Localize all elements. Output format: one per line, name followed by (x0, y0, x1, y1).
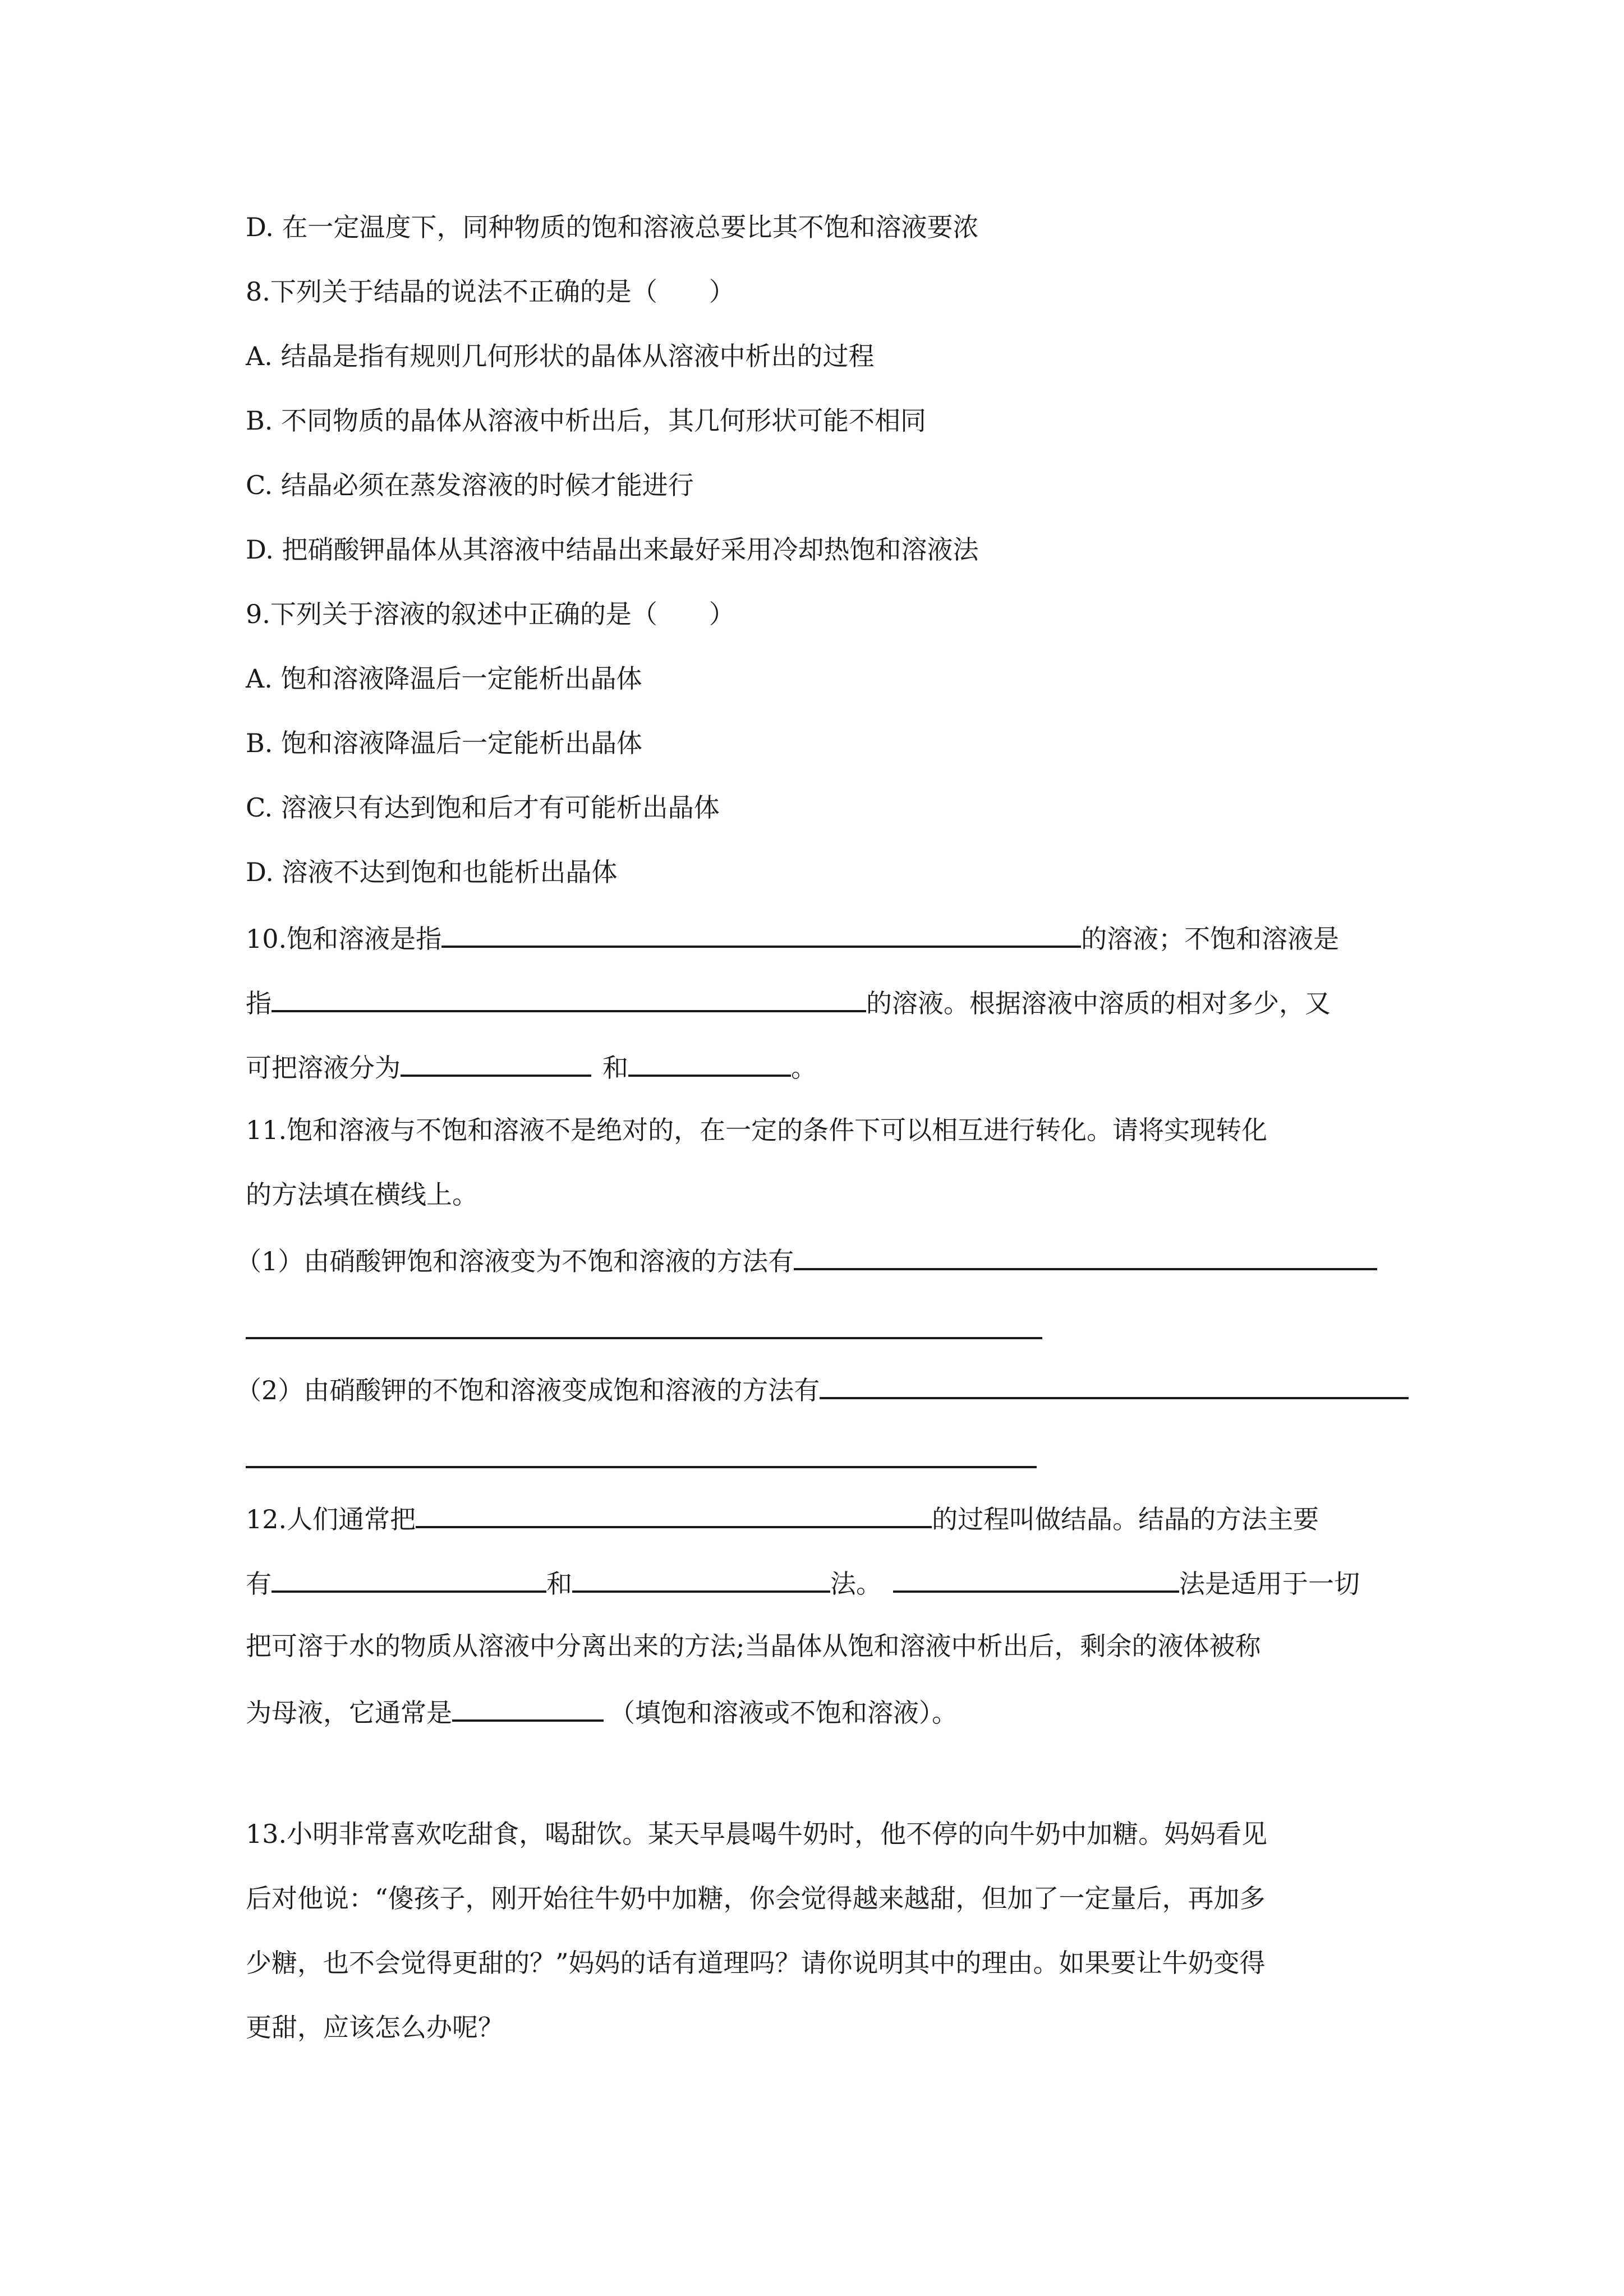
q10-line-2 (246, 984, 1331, 1020)
q10-blank-1[interactable] (441, 920, 1081, 948)
q10-line-3 (246, 1049, 817, 1085)
q11-line-2: 的方法填在横线上。 (246, 1179, 478, 1210)
q10-text: 。 (791, 1053, 817, 1083)
q11-part-1-text: （1）由硝酸钾饱和溶液变为不饱和溶液的方法有 (236, 1246, 794, 1276)
q11-part-2-text: （2）由硝酸钾的不饱和溶液变成饱和溶液的方法有 (236, 1375, 820, 1405)
q12-text: 为母液，它通常是 (246, 1698, 452, 1728)
q13-line-1: 13.小明非常喜欢吃甜食，喝甜饮。某天早晨喝牛奶时，他不停的向牛奶中加糖。妈妈看见 (246, 1819, 1268, 1849)
q10-blank-2[interactable] (272, 984, 866, 1012)
q9-option-a: A. 饱和溶液降温后一定能析出晶体 (246, 663, 642, 694)
q12-blank-2[interactable] (272, 1565, 546, 1593)
q12-line-2 (246, 1565, 1360, 1601)
q12-blank-3[interactable] (572, 1565, 830, 1593)
q12-text: 法是适用于一切 (1179, 1569, 1360, 1599)
q13-line-2: 后对他说：“傻孩子，刚开始往牛奶中加糖，你会觉得越来越甜，但加了一定量后，再加多 (246, 1883, 1266, 1914)
q11-blank-1-continued[interactable] (246, 1337, 1042, 1339)
q8-option-b: B. 不同物质的晶体从溶液中析出后，其几何形状可能不相同 (246, 405, 927, 436)
q12-text: 12.人们通常把 (246, 1504, 416, 1534)
q11-blank-2[interactable] (820, 1371, 1409, 1399)
q11-blank-2-continued[interactable] (246, 1466, 1037, 1468)
q8-option-d: D. 把硝酸钾晶体从其溶液中结晶出来最好采用冷却热饱和溶液法 (246, 534, 979, 565)
q10-blank-3[interactable] (401, 1049, 591, 1077)
q12-text: 的过程叫做结晶。结晶的方法主要 (932, 1504, 1319, 1534)
q12-blank-4[interactable] (893, 1565, 1179, 1593)
q8-option-a: A. 结晶是指有规则几何形状的晶体从溶液中析出的过程 (246, 341, 875, 371)
q9-option-d: D. 溶液不达到饱和也能析出晶体 (246, 857, 618, 887)
q12-text: 和 (546, 1569, 572, 1599)
q10-text: 的溶液；不饱和溶液是 (1081, 924, 1340, 954)
q12-blank-1[interactable] (416, 1500, 932, 1528)
q12-blank-5[interactable] (452, 1694, 604, 1722)
q9-option-c: C. 溶液只有达到饱和后才有可能析出晶体 (246, 792, 720, 823)
q7-option-d: D. 在一定温度下，同种物质的饱和溶液总要比其不饱和溶液要浓 (246, 212, 979, 242)
q11-line-1: 11.饱和溶液与不饱和溶液不是绝对的，在一定的条件下可以相互进行转化。请将实现转化 (246, 1115, 1268, 1145)
q12-line-1 (246, 1500, 1319, 1536)
q12-text: 法。 (830, 1569, 882, 1599)
q13-line-3: 少糖，也不会觉得更甜的？”妈妈的话有道理吗？请你说明其中的理由。如果要让牛奶变得 (246, 1948, 1266, 1978)
q10-blank-4[interactable] (628, 1049, 791, 1077)
q11-part-2 (236, 1371, 1409, 1407)
q10-text: 和 (602, 1053, 628, 1083)
q10-text: 的溶液。根据溶液中溶质的相对多少，又 (866, 988, 1331, 1018)
q12-text: （填饱和溶液或不饱和溶液）。 (609, 1698, 958, 1728)
q13-line-4: 更甜，应该怎么办呢？ (246, 2012, 504, 2043)
q12-line-3: 把可溶于水的物质从溶液中分离出来的方法;当晶体从饱和溶液中析出后，剩余的液体被称 (246, 1631, 1261, 1661)
q9-stem: 9.下列关于溶液的叙述中正确的是（ ） (246, 599, 735, 629)
q10-line-1 (246, 920, 1339, 956)
q11-blank-1[interactable] (794, 1242, 1377, 1270)
q10-text: 10.饱和溶液是指 (246, 924, 442, 954)
q10-text: 指 (246, 988, 272, 1018)
q12-line-4 (246, 1694, 958, 1730)
q11-part-1 (236, 1242, 1377, 1278)
q8-stem: 8.下列关于结晶的说法不正确的是（ ） (246, 276, 735, 307)
q12-text: 有 (246, 1569, 272, 1599)
q9-option-b: B. 饱和溶液降温后一定能析出晶体 (246, 728, 643, 758)
q10-text: 可把溶液分为 (246, 1053, 401, 1083)
q8-option-c: C. 结晶必须在蒸发溶液的时候才能进行 (246, 470, 694, 500)
